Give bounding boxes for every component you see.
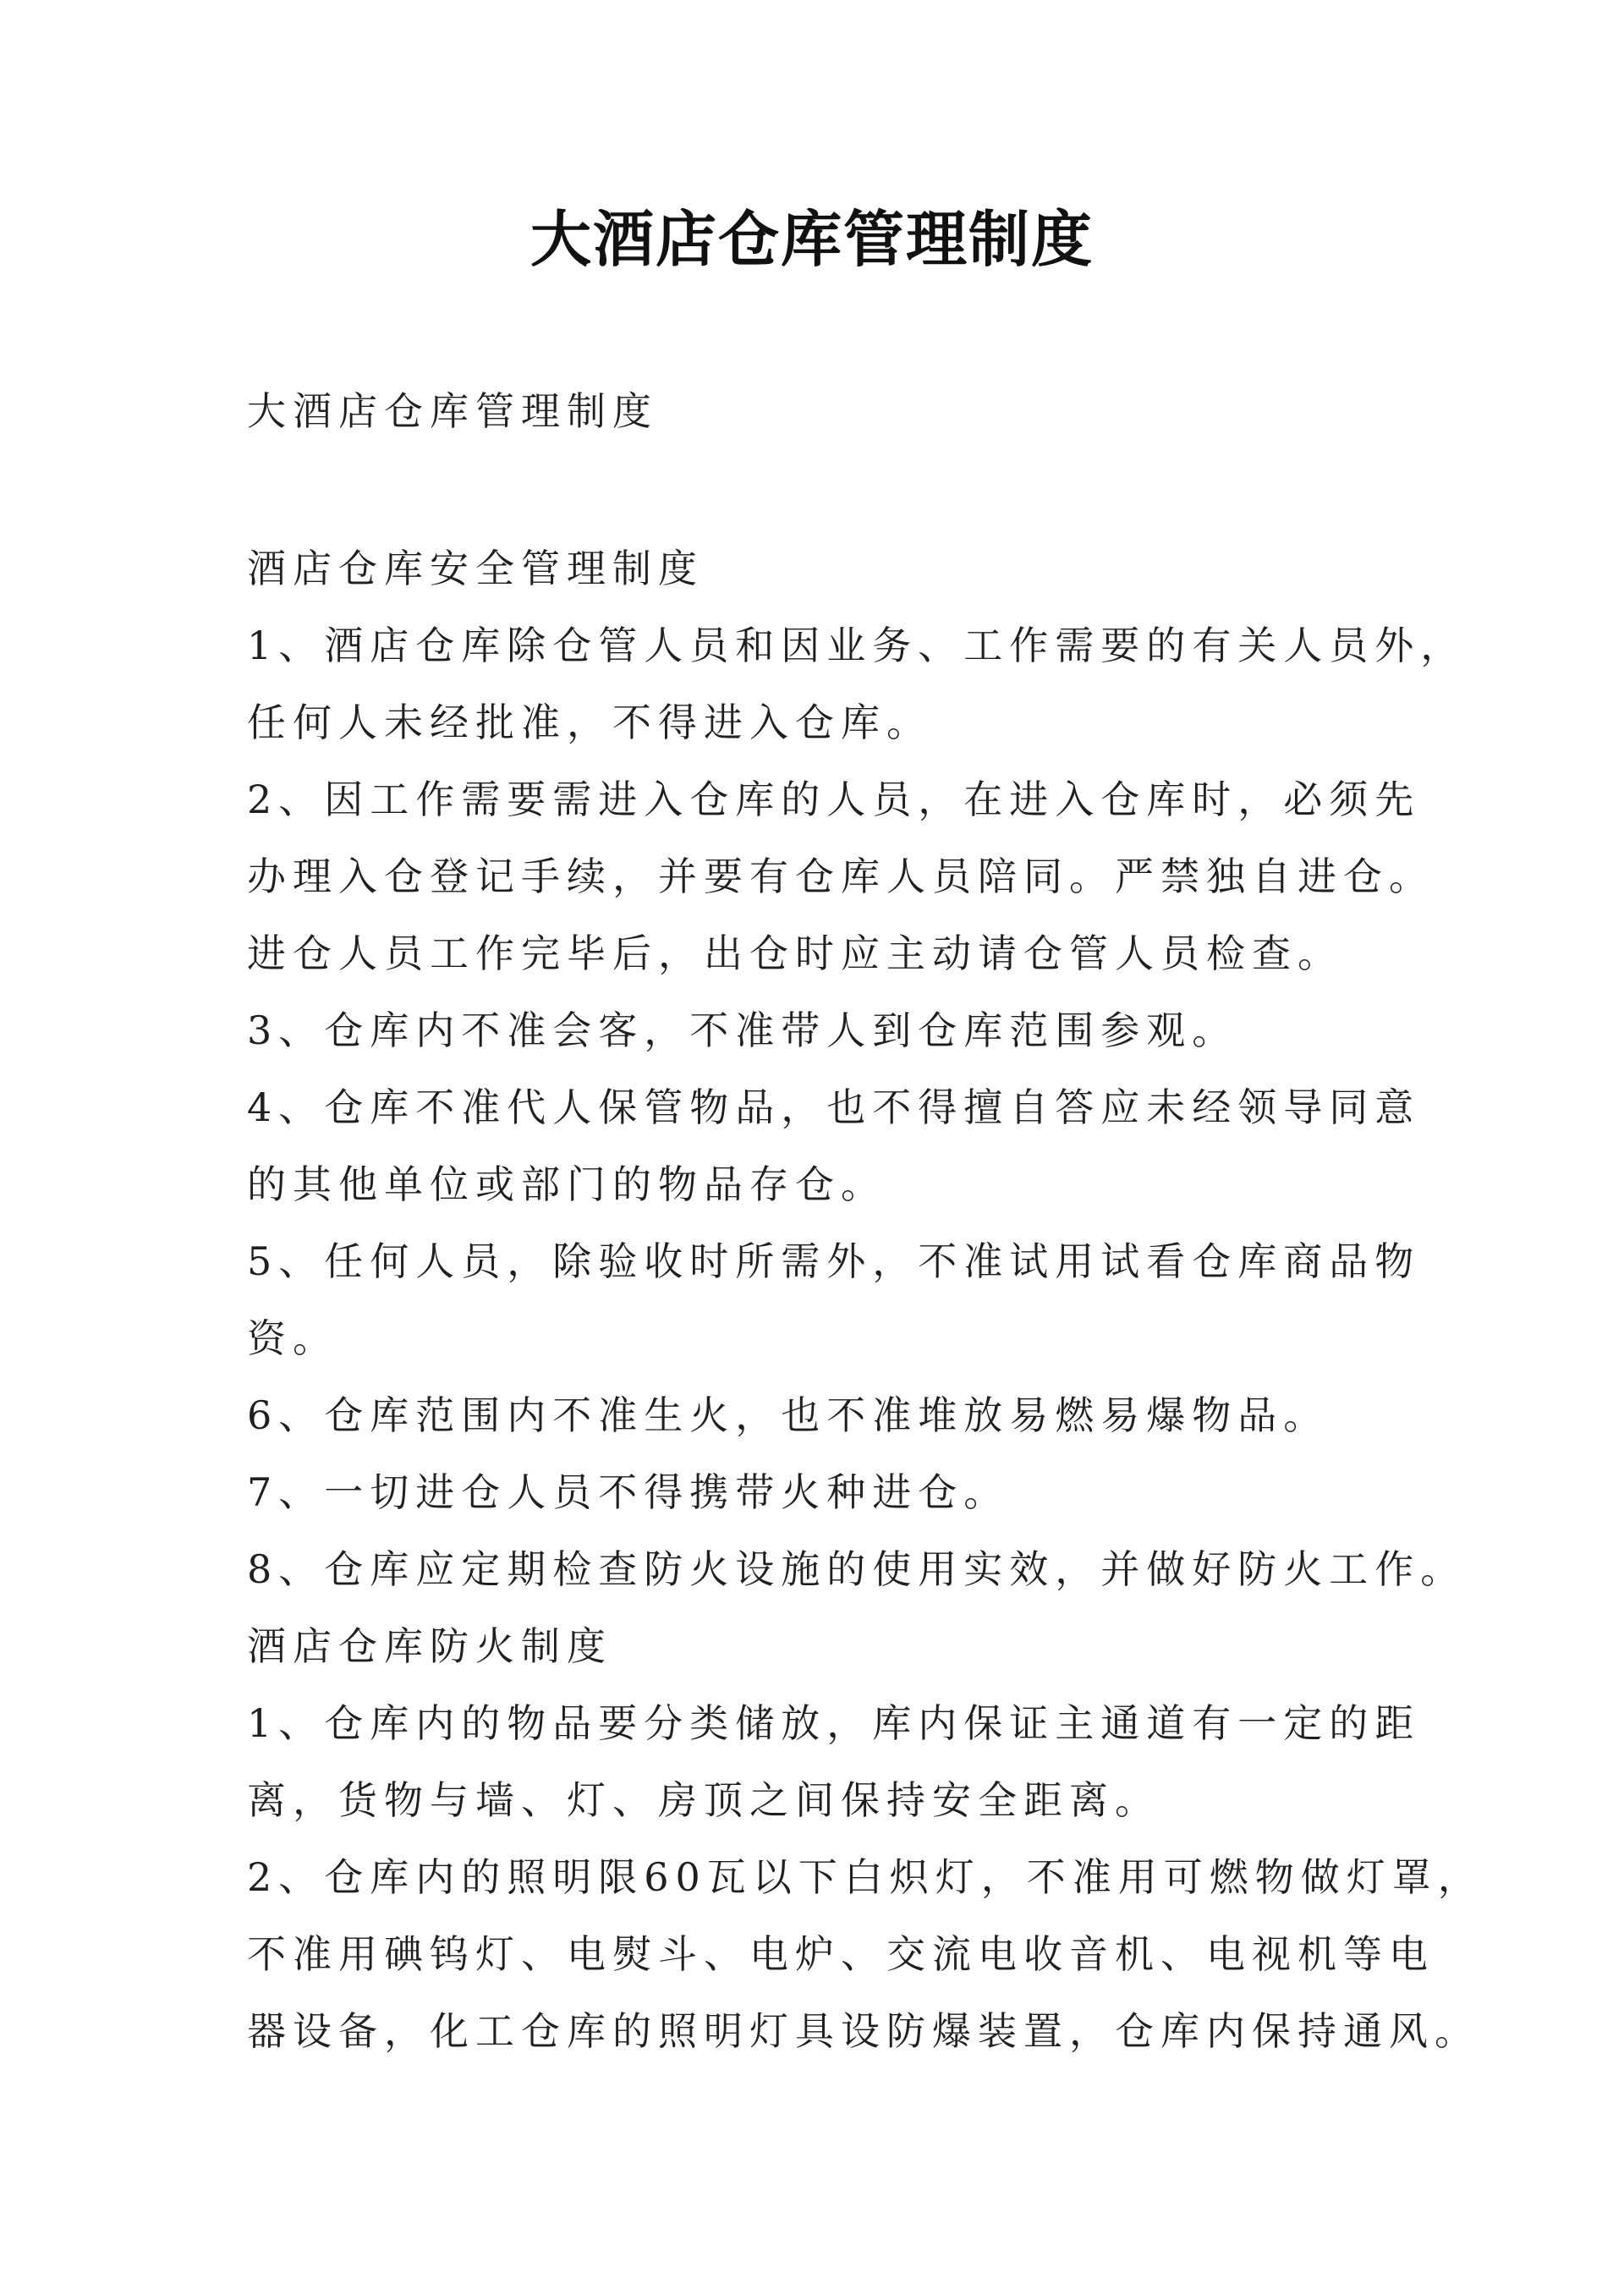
paragraph-line: 6、仓库范围内不准生火，也不准堆放易燃易爆物品。 bbox=[247, 1392, 1330, 1438]
paragraph-line: 器设备，化工仓库的照明灯具设防爆装置，仓库内保持通风。 bbox=[247, 2008, 1480, 2054]
paragraph-line: 4、仓库不准代人保管物品，也不得擅自答应未经领导同意 bbox=[247, 1084, 1421, 1130]
paragraph-line: 不准用碘钨灯、电熨斗、电炉、交流电收音机、电视机等电 bbox=[247, 1931, 1435, 1977]
paragraph-line: 2、因工作需要需进入仓库的人员，在进入仓库时，必须先 bbox=[247, 777, 1421, 822]
paragraph-line: 资。 bbox=[247, 1315, 338, 1361]
paragraph-line: 7、一切进仓人员不得携带火种进仓。 bbox=[247, 1469, 1010, 1515]
paragraph-line: 1、酒店仓库除仓管人员和因业务、工作需要的有关人员外， bbox=[247, 623, 1467, 668]
paragraph-line: 5、任何人员，除验收时所需外，不准试用试看仓库商品物 bbox=[247, 1238, 1421, 1284]
document-subtitle: 大酒店仓库管理制度 bbox=[247, 388, 658, 434]
paragraph-line: 的其他单位或部门的物品存仓。 bbox=[247, 1161, 886, 1207]
paragraph-line: 离，货物与墙、灯、房顶之间保持安全距离。 bbox=[247, 1777, 1160, 1823]
paragraph-line: 2、仓库内的照明限60瓦以下白炽灯，不准用可燃物做灯罩， bbox=[247, 1854, 1484, 1900]
paragraph-line: 3、仓库内不准会客，不准带人到仓库范围参观。 bbox=[247, 1007, 1238, 1053]
document-body bbox=[247, 530, 1484, 2070]
section-heading-fire: 酒店仓库防火制度 bbox=[247, 1623, 612, 1669]
paragraph-line: 办理入仓登记手续，并要有仓库人员陪同。严禁独自进仓。 bbox=[247, 854, 1435, 899]
document-title: 大酒店仓库管理制度 bbox=[529, 203, 1094, 275]
paragraph-line: 进仓人员工作完毕后，出仓时应主动请仓管人员检查。 bbox=[247, 931, 1343, 976]
paragraph-line: 8、仓库应定期检查防火设施的使用实效，并做好防火工作。 bbox=[247, 1546, 1467, 1592]
paragraph-line: 1、仓库内的物品要分类储放，库内保证主通道有一定的距 bbox=[247, 1700, 1421, 1746]
paragraph-line: 任何人未经批准，不得进入仓库。 bbox=[247, 700, 932, 745]
section-heading-safety: 酒店仓库安全管理制度 bbox=[247, 546, 704, 591]
